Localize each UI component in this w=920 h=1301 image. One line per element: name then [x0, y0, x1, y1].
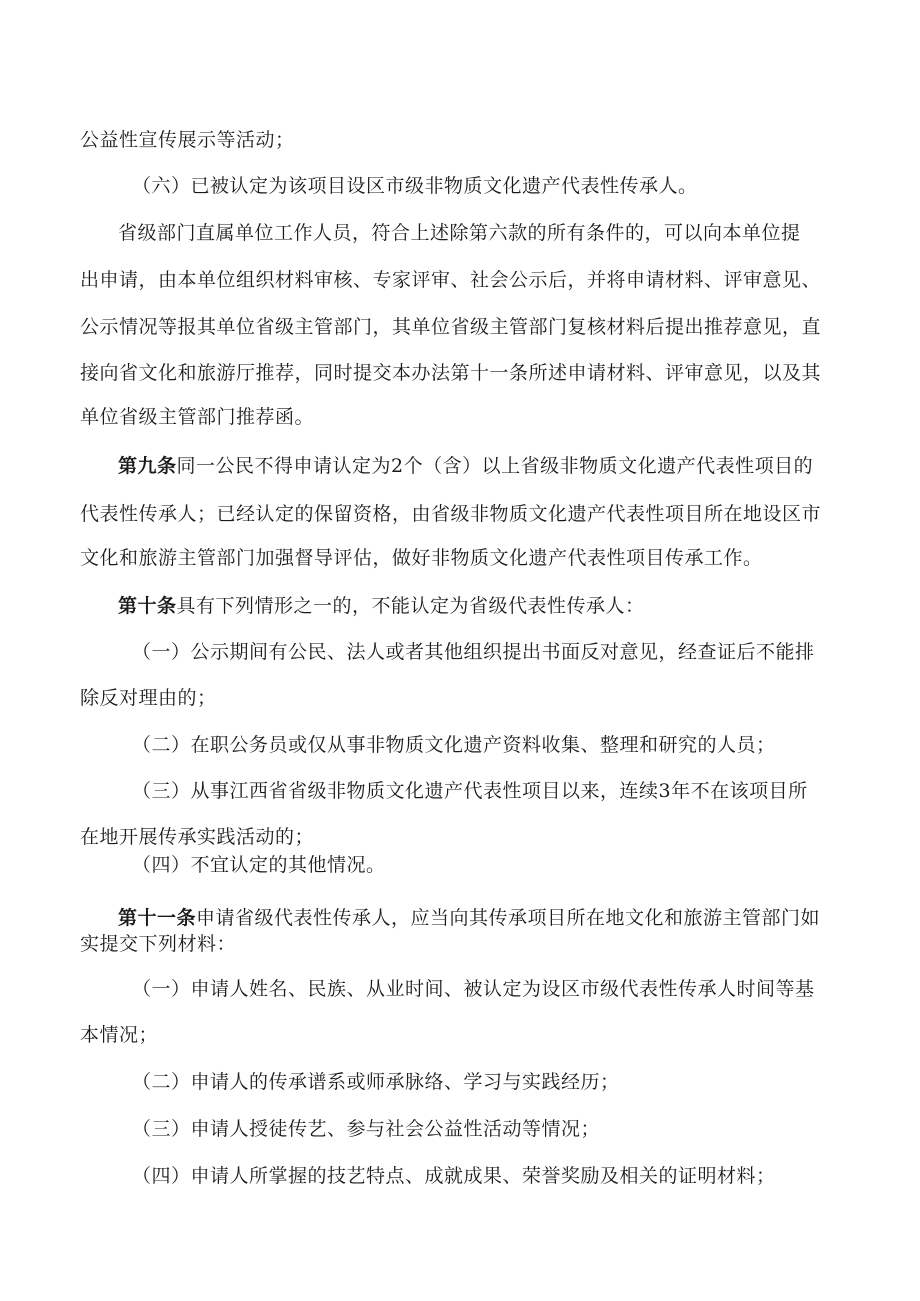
- text-line: 公示情况等报其单位省级主管部门，其单位省级主管部门复核材料后提出推荐意见，直: [80, 316, 822, 338]
- article-heading: 第十条: [118, 595, 177, 617]
- text-line: 公益性宣传展示等活动；: [80, 129, 295, 151]
- article-9-line: [118, 454, 920, 478]
- article-text: 具有下列情形之一的，不能认定为省级代表性传承人：: [176, 595, 645, 617]
- text-line: 本情况；: [80, 1024, 159, 1046]
- text-line: （一）申请人姓名、民族、从业时间、被认定为设区市级代表性传承人时间等基: [132, 978, 815, 1000]
- article-heading: 第十一条: [118, 907, 197, 929]
- text-line: （四）申请人所掌握的技艺特点、成就成果、荣誉奖励及相关的证明材料；: [132, 1165, 776, 1187]
- text-line: （二）在职公务员或仅从事非物质文化遗产资料收集、整理和研究的人员；: [132, 734, 776, 756]
- text-line: 在地开展传承实践活动的；: [80, 826, 315, 848]
- article-text: 申请省级代表性传承人，应当向其传承项目所在地文化和旅游主管部门如: [196, 907, 821, 929]
- article-10-line: [118, 594, 920, 618]
- text-line: 文化和旅游主管部门加强督导评估，做好非物质文化遗产代表性项目传承工作。: [80, 547, 763, 569]
- article-11-line: [118, 906, 920, 930]
- text-line: 除反对理由的；: [80, 687, 217, 709]
- article-text: 同一公民不得申请认定为2个（含）以上省级非物质文化遗产代表性项目的: [176, 455, 814, 477]
- text-line: 单位省级主管部门推荐函。: [80, 406, 315, 428]
- text-line: 出申请，由本单位组织材料审核、专家评审、社会公示后，并将申请材料、评审意见、: [80, 269, 822, 291]
- text-line: （三）申请人授徒传艺、参与社会公益性活动等情况；: [132, 1118, 601, 1140]
- text-line: 实提交下列材料：: [80, 933, 237, 955]
- text-line: 接向省文化和旅游厅推荐，同时提交本办法第十一条所述申请材料、评审意见，以及其: [80, 362, 822, 384]
- text-line: 省级部门直属单位工作人员，符合上述除第六款的所有条件的，可以向本单位提: [118, 222, 801, 244]
- text-line: （二）申请人的传承谱系或师承脉络、学习与实践经历；: [132, 1071, 620, 1093]
- text-line: （六）已被认定为该项目设区市级非物质文化遗产代表性传承人。: [132, 175, 698, 197]
- text-line: 代表性传承人；已经认定的保留资格，由省级非物质文化遗产代表性项目所在地设区市: [80, 503, 822, 525]
- article-heading: 第九条: [118, 455, 177, 477]
- text-line: （四）不宜认定的其他情况。: [132, 854, 386, 876]
- text-line: （一）公示期间有公民、法人或者其他组织提出书面反对意见，经查证后不能排: [132, 641, 815, 663]
- text-line: （三）从事江西省省级非物质文化遗产代表性项目以来，连续3年不在该项目所: [132, 780, 808, 802]
